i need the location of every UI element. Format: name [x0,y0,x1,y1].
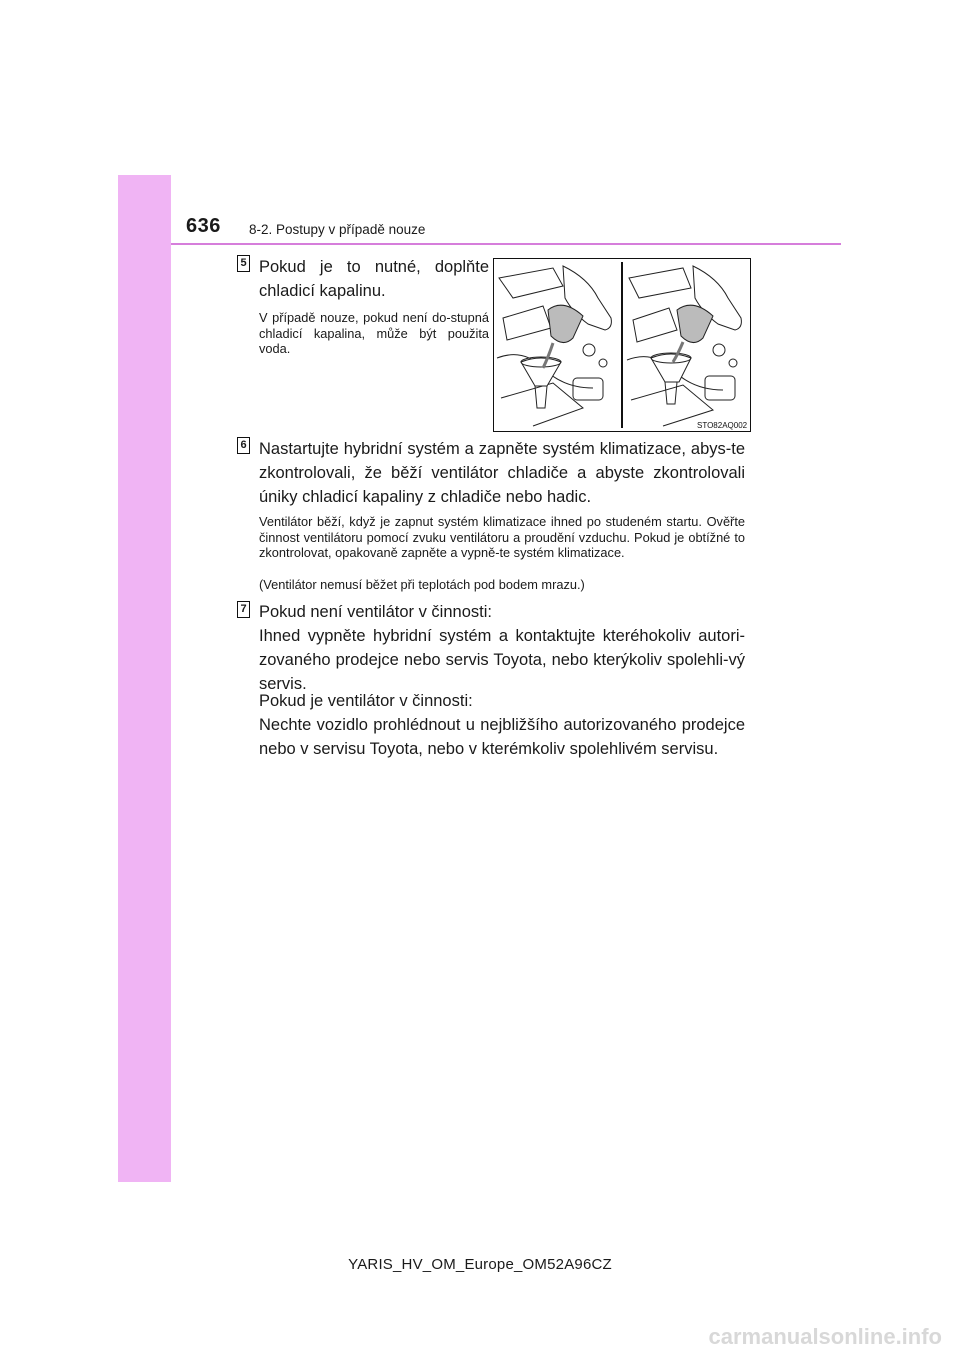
page-number: 636 [186,215,221,237]
step-number-6: 6 [237,437,250,454]
chapter-side-band [118,175,171,1182]
step-number-5: 5 [237,255,250,272]
step-5-instruction: Pokud je to nutné, doplňte chladicí kapalinu. [259,258,489,300]
step-6-note-frost: (Ventilátor nemusí běžet při teplotách pod bodem mrazu.) [259,577,585,592]
step-7-fan-running-text: Nechte vozidlo prohlédnout u nejbližšího autorizovaného prodejce nebo v servisu Toyota, nebo v kterémkoliv spolehlivém servisu. [259,716,745,758]
step-5-note: V případě nouze, pokud není do-stupná chladicí kapalina, může být použita voda. [259,310,489,356]
step-6-note: Ventilátor běží, když je zapnut systém klimatizace ihned po studeném startu. Ověřte činnost ventilátoru pomocí zvuku ventilátoru a proudění vzduchu. Pokud je obtížné to zkontrolovat, opakovaně zapněte a vypně-te systém klimatizace. [259,514,745,560]
figure-code: STO82AQ002 [697,421,748,430]
step-number-7: 7 [237,601,250,618]
section-title: 8-2. Postupy v případě nouze [249,222,426,237]
document-id: YARIS_HV_OM_Europe_OM52A96CZ [348,1256,612,1273]
step-7-fan-not-running-heading: Pokud není ventilátor v činnosti: [259,603,492,621]
step-6-instruction: Nastartujte hybridní systém a zapněte systém klimatizace, abys-te zkontrolovali, že běží ventilátor chladiče a abyste zkontrolovali úniky chladicí kapaliny z chladiče nebo hadic. [259,440,745,506]
coolant-refill-illustration [493,258,751,432]
watermark: carmanualsonline.info [708,1324,942,1349]
step-7-fan-running-heading: Pokud je ventilátor v činnosti: [259,692,473,710]
header-divider [171,243,841,245]
step-7-fan-not-running-text: Ihned vypněte hybridní systém a kontaktujte kteréhokoliv autori-zovaného prodejce nebo servis Toyota, nebo kterýkoliv spolehli-vý servis. [259,627,745,693]
